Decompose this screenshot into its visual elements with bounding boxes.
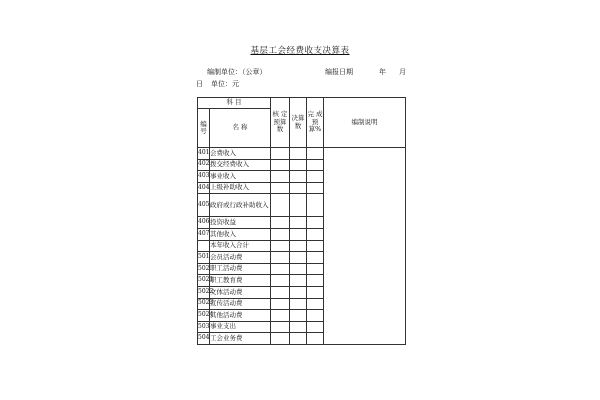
row-code: 501 <box>198 252 210 264</box>
row-code: 401 <box>198 148 210 160</box>
final-amount-cell <box>290 321 307 333</box>
approved-budget-cell <box>271 298 290 310</box>
row-name: 政府或行政补助收入 <box>210 194 271 217</box>
approved-budget-cell <box>271 217 290 229</box>
notes-cell <box>324 148 406 345</box>
row-name: 事业支出 <box>210 321 271 333</box>
final-amount-cell <box>290 171 307 183</box>
approved-budget-cell <box>271 240 290 252</box>
final-amount-cell <box>290 194 307 217</box>
approved-budget-cell <box>271 286 290 298</box>
completion-pct-cell <box>307 286 324 298</box>
approved-budget-cell <box>271 148 290 160</box>
completion-pct-cell <box>307 252 324 264</box>
subject-header: 科 目 <box>198 98 271 109</box>
month-label: 月 <box>399 68 406 76</box>
completion-pct-cell <box>307 159 324 171</box>
approved-budget-cell <box>271 159 290 171</box>
final-amount-cell <box>290 159 307 171</box>
prep-unit-label: 编制单位：（公章） <box>207 68 267 76</box>
row-name: 文体活动费 <box>210 286 271 298</box>
final-amount-cell <box>290 333 307 345</box>
completion-pct-cell <box>307 182 324 194</box>
year-label: 年 <box>379 68 386 76</box>
row-code: 503 <box>198 321 210 333</box>
approved-budget-cell <box>271 194 290 217</box>
final-amount-cell <box>290 217 307 229</box>
completion-pct-header: 完 成 预算% <box>307 98 324 148</box>
approved-budget-cell <box>271 228 290 240</box>
final-amount-cell <box>290 298 307 310</box>
row-code: 402 <box>198 159 210 171</box>
final-amount-cell <box>290 310 307 322</box>
notes-header: 编制说明 <box>324 98 406 148</box>
row-name: 拨交经费收入 <box>210 159 271 171</box>
approved-budget-cell <box>271 321 290 333</box>
approved-budget-header: 核 定 预算数 <box>271 98 290 148</box>
row-name: 其他活动费 <box>210 310 271 322</box>
row-name: 其他收入 <box>210 228 271 240</box>
row-code: 403 <box>198 171 210 183</box>
prep-date-label: 编报日期 <box>325 68 353 76</box>
final-amount-cell <box>290 263 307 275</box>
final-amount-cell <box>290 240 307 252</box>
completion-pct-cell <box>307 228 324 240</box>
completion-pct-cell <box>307 217 324 229</box>
final-amount-cell <box>290 286 307 298</box>
row-name: 事业收入 <box>210 171 271 183</box>
completion-pct-cell <box>307 333 324 345</box>
row-code: 502 <box>198 263 210 275</box>
completion-pct-cell <box>307 240 324 252</box>
approved-budget-cell <box>271 333 290 345</box>
row-name: 会费收入 <box>210 148 271 160</box>
row-name: 上级补助收入 <box>210 182 271 194</box>
row-code: 406 <box>198 217 210 229</box>
approved-budget-cell <box>271 263 290 275</box>
row-name: 投资收益 <box>210 217 271 229</box>
completion-pct-cell <box>307 298 324 310</box>
completion-pct-cell <box>307 275 324 287</box>
completion-pct-cell <box>307 310 324 322</box>
row-name: 宣传活动费 <box>210 298 271 310</box>
approved-budget-cell <box>271 310 290 322</box>
row-name: 职工教育费 <box>210 275 271 287</box>
final-amount-cell <box>290 275 307 287</box>
row-code: 504 <box>198 333 210 345</box>
final-amount-cell <box>290 252 307 264</box>
row-code: 5022 <box>198 286 210 298</box>
approved-budget-cell <box>271 252 290 264</box>
row-name: 工会业务费 <box>210 333 271 345</box>
row-name: 职工活动费 <box>210 263 271 275</box>
completion-pct-cell <box>307 263 324 275</box>
row-code: 5023 <box>198 298 210 310</box>
document-title: 基层工会经费收支决算表 <box>250 46 350 56</box>
row-code: 407 <box>198 228 210 240</box>
currency-unit-label: 单位：元 <box>211 80 239 88</box>
completion-pct-cell <box>307 171 324 183</box>
completion-pct-cell <box>307 194 324 217</box>
day-label: 日 <box>196 80 203 88</box>
name-header: 名 称 <box>210 109 271 148</box>
meta-line-2 <box>196 79 239 89</box>
completion-pct-cell <box>307 148 324 160</box>
budget-table <box>197 97 406 345</box>
completion-pct-cell <box>307 321 324 333</box>
row-code <box>198 240 210 252</box>
final-amount-cell <box>290 182 307 194</box>
final-amount-cell <box>290 228 307 240</box>
approved-budget-cell <box>271 171 290 183</box>
final-amount-cell <box>290 148 307 160</box>
row-code: 405 <box>198 194 210 217</box>
code-header: 编号 <box>198 109 210 148</box>
table-row <box>198 148 406 160</box>
row-code: 5024 <box>198 310 210 322</box>
final-amount-header: 决算数 <box>290 98 307 148</box>
row-name: 会员活动费 <box>210 252 271 264</box>
meta-line-1 <box>207 67 406 77</box>
approved-budget-cell <box>271 275 290 287</box>
row-code: 404 <box>198 182 210 194</box>
row-code: 5021 <box>198 275 210 287</box>
approved-budget-cell <box>271 182 290 194</box>
row-name: 本年收入合计 <box>210 240 271 252</box>
